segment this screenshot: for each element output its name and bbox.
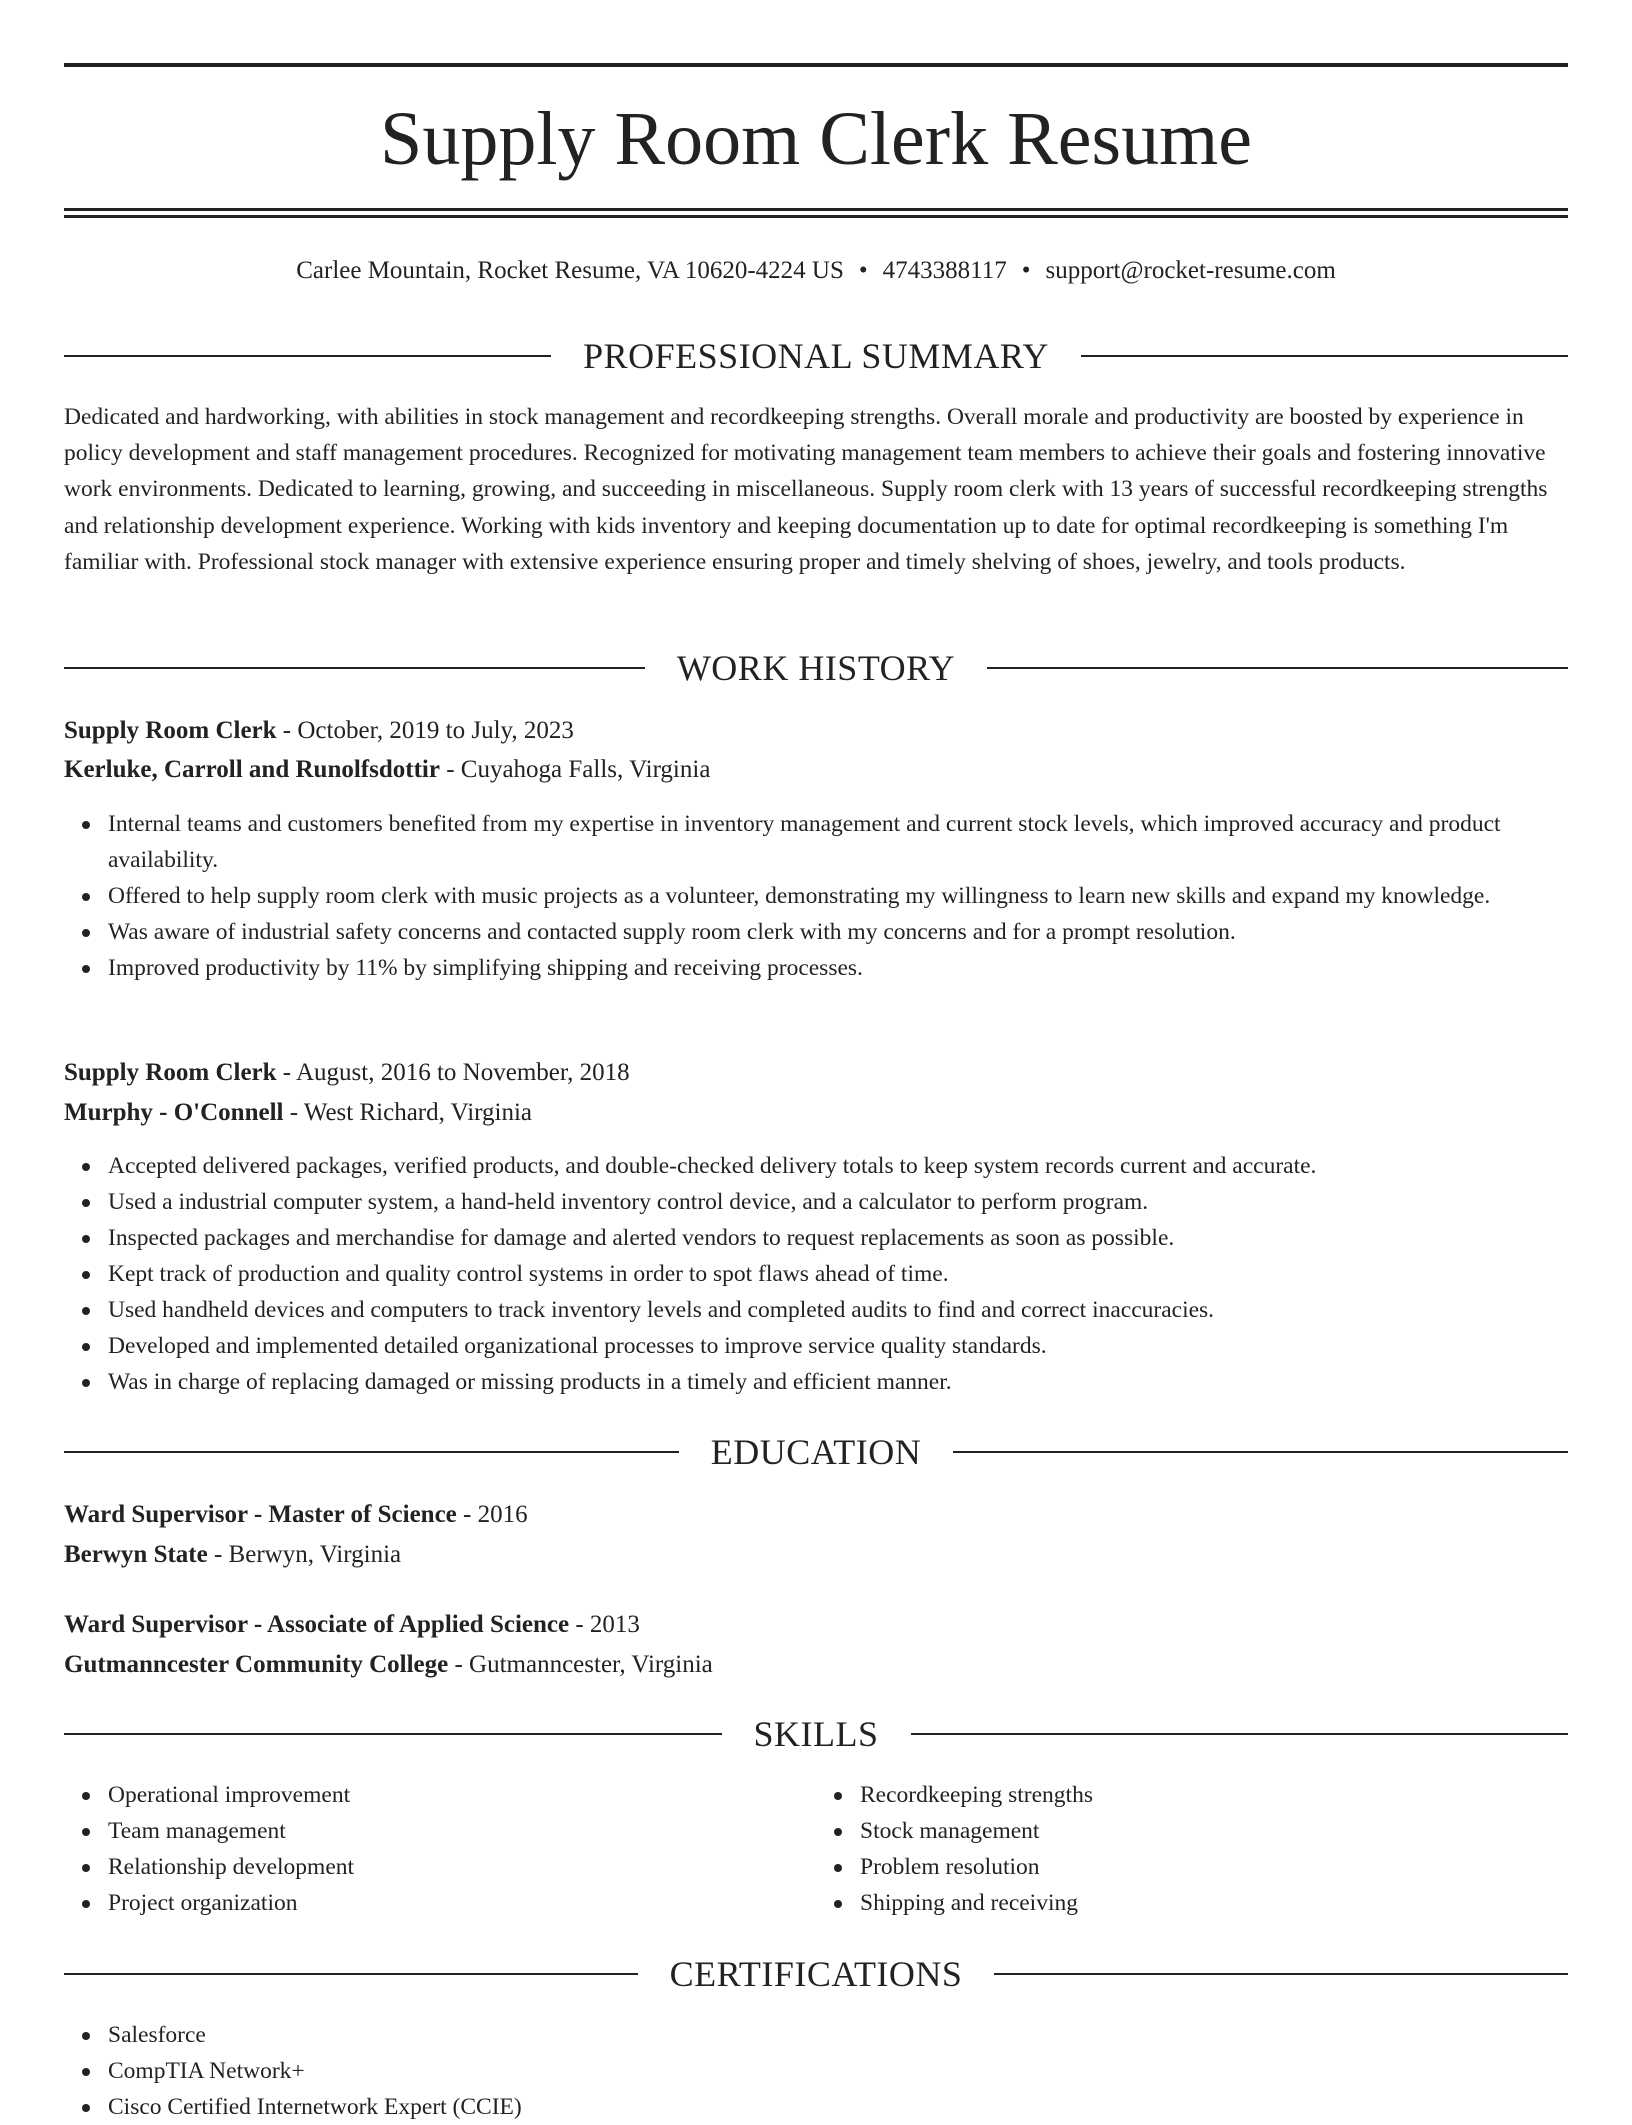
section-title: CERTIFICATIONS: [669, 1954, 963, 1994]
header-double-rule: [64, 208, 1568, 218]
list-item: Was in charge of replacing damaged or missing products in a timely and efficient manner.: [108, 1364, 1612, 1400]
job-company: Kerluke, Carroll and Runolfsdottir: [64, 756, 440, 783]
list-item: Inspected packages and merchandise for damage and alerted vendors to request replacements as soon as possible.: [108, 1220, 1612, 1256]
list-item: Was aware of industrial safety concerns and contacted supply room clerk with my concerns and for a prompt resolution.: [108, 914, 1612, 950]
certification-item: Salesforce: [108, 2017, 1612, 2053]
contact-phone: 4743388117: [882, 257, 1007, 284]
heading-rule: [64, 1451, 679, 1453]
heading-rule: [64, 355, 551, 357]
certification-item: Cisco Certified Internetwork Expert (CCIE): [108, 2089, 1612, 2125]
heading-rule: [987, 667, 1568, 669]
job-location: - Cuyahoga Falls, Virginia: [439, 756, 711, 783]
education-school: Gutmanncester Community College: [64, 1651, 449, 1678]
section-heading-certifications: [64, 1952, 1568, 1996]
job-bullets: [64, 806, 1612, 986]
skill-item: Stock management: [860, 1813, 1568, 1849]
section-heading-education: [64, 1430, 1568, 1474]
education-school: Berwyn State: [64, 1541, 208, 1568]
certification-item: CompTIA Network+: [108, 2053, 1612, 2089]
list-item: Accepted delivered packages, verified products, and double-checked delivery totals to keep system records current and accurate.: [108, 1148, 1612, 1184]
contact-email[interactable]: support@rocket-resume.com: [1045, 257, 1336, 284]
list-item: Improved productivity by 11% by simplifying shipping and receiving processes.: [108, 950, 1612, 986]
education-degree: Ward Supervisor - Associate of Applied Science: [64, 1611, 570, 1638]
list-item: Used a industrial computer system, a hand-held inventory control device, and a calculator to perform program.: [108, 1184, 1612, 1220]
job-bullets: [64, 1148, 1612, 1400]
skills-column-right: [816, 1777, 1568, 1921]
education-location: - Berwyn, Virginia: [207, 1541, 402, 1568]
contact-separator: •: [1021, 257, 1031, 284]
skill-item: Project organization: [108, 1885, 816, 1921]
skills-column-left: [64, 1777, 816, 1921]
heading-rule: [64, 1733, 722, 1735]
heading-rule: [911, 1733, 1569, 1735]
job-title-line: [64, 713, 1568, 749]
education-location: - Gutmanncester, Virginia: [448, 1651, 713, 1678]
section-title: SKILLS: [753, 1714, 879, 1754]
list-item: Developed and implemented detailed organizational processes to improve service quality standards.: [108, 1328, 1612, 1364]
certifications-list: [64, 2017, 1612, 2125]
job-title-line: [64, 1055, 1568, 1091]
list-item: Offered to help supply room clerk with music projects as a volunteer, demonstrating my willingness to learn new skills and expand my knowledge.: [108, 878, 1612, 914]
job-company-line: [64, 1095, 1568, 1131]
job-company-line: [64, 752, 1568, 788]
skill-item: Recordkeeping strengths: [860, 1777, 1568, 1813]
section-heading-skills: [64, 1712, 1568, 1756]
heading-rule: [1081, 355, 1568, 357]
section-title: PROFESSIONAL SUMMARY: [583, 336, 1049, 376]
job-company: Murphy - O'Connell: [64, 1099, 284, 1126]
job-dates: - October, 2019 to July, 2023: [276, 717, 574, 744]
job-location: - West Richard, Virginia: [283, 1099, 533, 1126]
contact-address: Carlee Mountain, Rocket Resume, VA 10620-4224 US: [296, 257, 844, 284]
education-year: - 2013: [569, 1611, 640, 1638]
education-degree: Ward Supervisor - Master of Science: [64, 1501, 457, 1528]
list-item: Internal teams and customers benefited from my expertise in inventory management and current stock levels, which improved accuracy and product availability.: [108, 806, 1612, 878]
resume-title: Supply Room Clerk Resume: [380, 97, 1252, 181]
skill-item: Team management: [108, 1813, 816, 1849]
list-item: Kept track of production and quality control systems in order to spot flaws ahead of time.: [108, 1256, 1612, 1292]
job-title: Supply Room Clerk: [64, 717, 277, 744]
heading-rule: [64, 1973, 638, 1975]
skill-item: Shipping and receiving: [860, 1885, 1568, 1921]
heading-rule: [953, 1451, 1568, 1453]
section-heading-summary: [64, 334, 1568, 378]
skill-item: Operational improvement: [108, 1777, 816, 1813]
section-title: EDUCATION: [710, 1432, 922, 1472]
job-title: Supply Room Clerk: [64, 1059, 277, 1086]
education-school-line: [64, 1647, 1568, 1683]
education-year: - 2016: [456, 1501, 528, 1528]
section-heading-work-history: [64, 646, 1568, 690]
contact-separator: •: [858, 257, 868, 284]
education-degree-line: [64, 1607, 1568, 1643]
list-item: Used handheld devices and computers to track inventory levels and completed audits to find and correct inaccuracies.: [108, 1292, 1612, 1328]
section-title: WORK HISTORY: [676, 648, 956, 688]
contact-line: [64, 253, 1568, 289]
skill-item: Relationship development: [108, 1849, 816, 1885]
skill-item: Problem resolution: [860, 1849, 1568, 1885]
summary-paragraph: Dedicated and hardworking, with abilities in stock management and recordkeeping strengths. Overall morale and productivity are boosted by experience in policy development and staff management procedures. Recognized for motivating management team members to achieve their goals and fostering innovative work environments. Dedicated to learning, growing, and succeeding in miscellaneous. Supply room clerk with 13 years of successful recordkeeping strengths and relationship development experience. Working with kids inventory and keeping documentation up to date for optimal recordkeeping is something I'm familiar with. Professional stock manager with extensive experience ensuring proper and timely shelving of shoes, jewelry, and tools products.: [64, 404, 1548, 575]
job-dates: - August, 2016 to November, 2018: [276, 1059, 630, 1086]
education-school-line: [64, 1537, 1568, 1573]
header-top-rule: [64, 63, 1568, 67]
heading-rule: [64, 667, 645, 669]
skills-grid: [64, 1777, 1568, 1921]
heading-rule: [994, 1973, 1568, 1975]
education-degree-line: [64, 1497, 1568, 1533]
